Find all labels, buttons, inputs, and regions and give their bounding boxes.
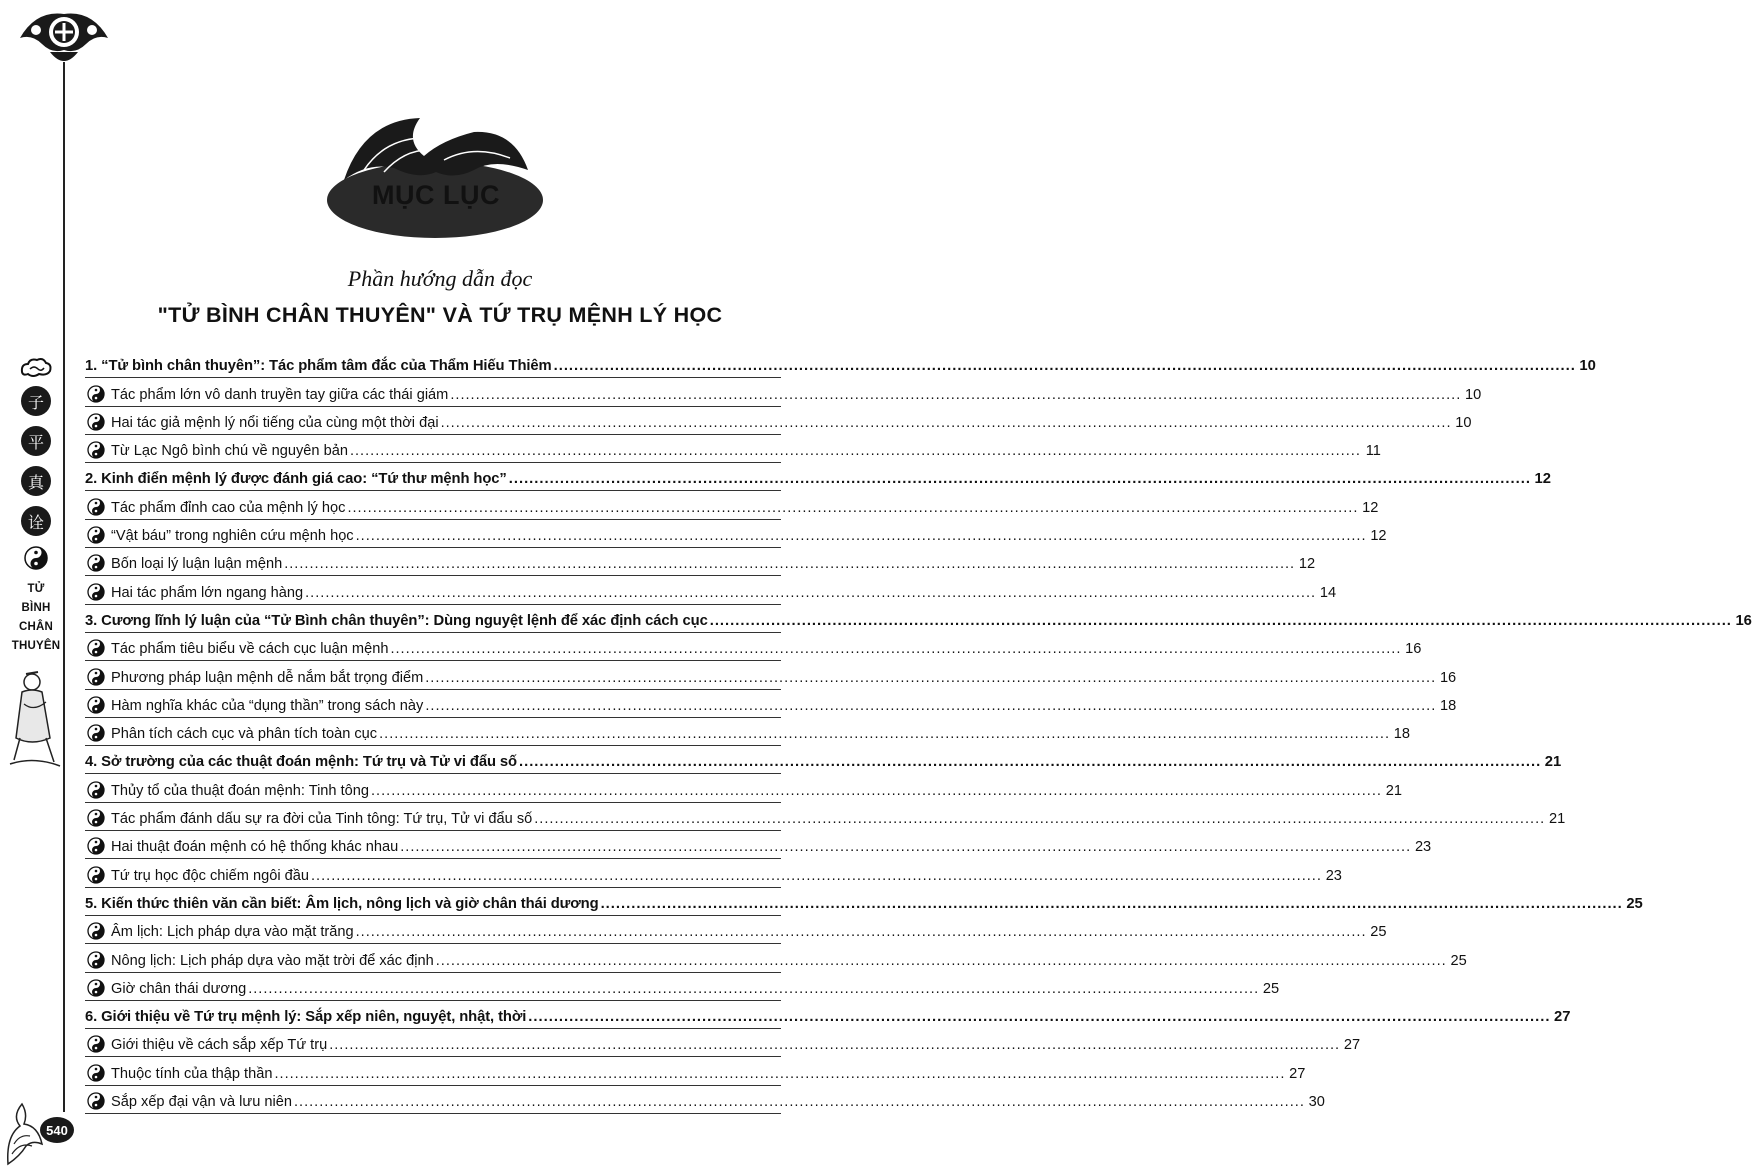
yin-yang-bullet-icon [87,837,105,855]
side-book-title [12,580,60,656]
toc-item-entry[interactable] [85,859,1342,887]
seal-char-1: 平 [21,426,51,456]
toc-entry-title: Hai thuật đoán mệnh có hệ thống khác nhau [111,839,399,856]
toc-item-entry[interactable] [85,803,1566,831]
yin-yang-bullet-icon [87,951,105,969]
toc-item-entry[interactable] [85,831,1432,859]
toc-entry-title: Hàm nghĩa khác của “dụng thần” trong sách này [111,697,424,714]
dot-leader: ........................................................................................................................................................................................................ [400,839,1412,856]
toc-item-entry[interactable] [85,661,1457,689]
toc-entry-page: 25 [1626,895,1643,912]
side-title-line: BÌNH [21,602,51,614]
dot-leader: ........................................................................................................................................................................................................ [355,528,1367,545]
toc-item-entry[interactable] [85,1029,1361,1057]
toc-entry-page: 27 [1554,1009,1571,1026]
toc-section-entry[interactable] [85,888,1643,916]
crane-emblem-icon [324,110,546,242]
yin-yang-bullet-icon [87,385,105,403]
toc-entry-page: 12 [1362,499,1379,516]
toc-entry-title: Bốn loại lý luận luận mệnh [111,556,283,573]
dot-leader: ........................................................................................................................................................................................................ [528,1009,1551,1026]
toc-item-entry[interactable] [85,576,1337,604]
dot-leader: ........................................................................................................................................................................................................ [355,924,1367,941]
yin-yang-icon [24,546,48,570]
toc-entry-title: Phân tích cách cục và phân tích toàn cục [111,726,378,743]
dot-leader: ........................................................................................................................................................................................................ [435,952,1447,969]
seal-char-0: 子 [21,386,51,416]
toc-entry-page: 11 [1365,443,1381,460]
dot-leader: ........................................................................................................................................................................................................ [371,782,1382,799]
yin-yang-bullet-icon [87,526,105,544]
yin-yang-bullet-icon [87,866,105,884]
toc-item-entry[interactable] [85,774,1402,802]
toc-entry-page: 23 [1325,867,1342,884]
toc-entry-title: Giới thiệu về cách sắp xếp Tứ trụ [111,1037,328,1054]
toc-entry-title: Sắp xếp đại vận và lưu niên [111,1094,292,1111]
side-title-line: TỬ [27,583,45,595]
toc-entry-title: Hai tác giả mệnh lý nổi tiếng của cùng một thời đại [111,414,439,431]
dot-leader: ........................................................................................................................................................................................................ [293,1094,1305,1111]
toc-item-entry[interactable] [85,378,1482,406]
sage-figure-icon [6,668,62,768]
toc-entry-page: 16 [1405,641,1422,658]
toc-item-entry[interactable] [85,1057,1306,1085]
dot-leader: ........................................................................................................................................................................................................ [248,980,1260,997]
toc-entry-title: Tác phẩm lớn vô danh truyền tay giữa các thái giám [111,386,449,403]
toc-entry-page: 27 [1289,1065,1306,1082]
dot-leader: ........................................................................................................................................................................................................ [347,499,1359,516]
seal-char-3: 诠 [21,506,51,536]
toc-item-entry[interactable] [85,407,1472,435]
yin-yang-bullet-icon [87,1035,105,1053]
toc-entry-title: 4. Sở trường của các thuật đoán mệnh: Tứ trụ và Tử vi đẩu số [85,754,517,771]
reading-guide-subtitle: Phần hướng dẫn đọc [347,266,533,291]
toc-section-entry[interactable] [85,605,1752,633]
side-title-line: CHÂN [18,621,54,633]
dot-leader: ........................................................................................................................................................................................................ [284,556,1296,573]
side-seal-column [11,356,61,656]
toc-item-entry[interactable] [85,973,1280,1001]
toc-section-entry[interactable] [85,746,1562,774]
toc-title: MỤC LỤC [372,180,500,210]
toc-entry-title: Tác phẩm đỉnh cao của mệnh lý học [111,499,346,516]
toc-item-entry[interactable] [85,1086,1325,1114]
yin-yang-bullet-icon [87,498,105,516]
dot-leader: ........................................................................................................................................................................................................ [425,697,1437,714]
toc-list [85,350,1752,1114]
toc-entry-title: 3. Cương lĩnh lý luận của “Tử Bình chân thuyên”: Dùng nguyệt lệnh để xác định cách cục [85,612,708,629]
toc-entry-title: 6. Giới thiệu về Tứ trụ mệnh lý: Sắp xếp niên, nguyệt, nhật, thời [85,1009,527,1026]
dot-leader: ........................................................................................................................................................................................................ [274,1065,1286,1082]
yin-yang-bullet-icon [87,809,105,827]
toc-entry-page: 21 [1544,754,1562,771]
toc-entry-title: Nông lịch: Lịch pháp dựa vào mặt trời để xác định [111,952,434,969]
toc-entry-page: 23 [1414,839,1432,856]
toc-entry-page: 25 [1370,924,1387,941]
toc-entry-title: “Vật báu” trong nghiên cứu mệnh học [111,528,354,545]
dot-leader: ........................................................................................................................................................................................................ [379,726,1391,743]
toc-entry-title: 5. Kiến thức thiên văn cần biết: Âm lịch, nông lịch và giờ chân thái dương [85,895,599,912]
dot-leader: ........................................................................................................................................................................................................ [553,358,1576,375]
toc-entry-page: 12 [1370,528,1387,545]
dot-leader: ........................................................................................................................................................................................................ [440,414,1452,431]
dot-leader: ........................................................................................................................................................................................................ [518,754,1542,771]
toc-entry-page: 21 [1548,811,1566,828]
toc-entry-title: Từ Lạc Ngô bình chú về nguyên bản [111,443,348,460]
toc-item-entry[interactable] [85,520,1387,548]
toc-entry-page: 16 [1439,669,1457,686]
cloud-ornament-icon [19,356,53,378]
toc-item-entry[interactable] [85,435,1381,463]
toc-entry-page: 12 [1534,471,1551,488]
dot-leader: ........................................................................................................................................................................................................ [709,612,1732,629]
top-ornament-icon [16,4,112,70]
dot-leader: ........................................................................................................................................................................................................ [349,443,1361,460]
toc-entry-page: 25 [1450,952,1467,969]
toc-entry-title: Tác phẩm đánh dấu sự ra đời của Tinh tông: Tứ trụ, Tử vi đẩu số [111,811,533,828]
toc-entry-title: Thủy tổ của thuật đoán mệnh: Tinh tông [111,782,369,799]
toc-entry-page: 10 [1465,386,1482,403]
toc-entry-title: Phương pháp luận mệnh dễ nắm bắt trọng điểm [111,669,424,686]
seal-char-2: 真 [21,466,51,496]
toc-entry-page: 14 [1319,584,1337,601]
yin-yang-bullet-icon [87,441,105,459]
toc-item-entry[interactable] [85,633,1422,661]
toc-entry-page: 18 [1440,697,1457,714]
toc-entry-title: Hai tác phẩm lớn ngang hàng [111,584,304,601]
toc-entry-title: Tác phẩm tiêu biểu về cách cục luận mệnh [111,641,389,658]
dot-leader: ........................................................................................................................................................................................................ [450,386,1462,403]
side-title-line: THUYÊN [11,640,61,652]
dot-leader: ........................................................................................................................................................................................................ [310,867,1322,884]
yin-yang-bullet-icon [87,781,105,799]
yin-yang-bullet-icon [87,554,105,572]
book-heading: "TỬ BÌNH CHÂN THUYÊN" VÀ TỨ TRỤ MỆNH LÝ HỌC [157,303,723,327]
yin-yang-bullet-icon [87,639,105,657]
toc-entry-page: 30 [1308,1094,1325,1111]
yin-yang-bullet-icon [87,413,105,431]
dot-leader: ........................................................................................................................................................................................................ [508,471,1531,488]
yin-yang-bullet-icon [87,922,105,940]
toc-entry-title: Tứ trụ học độc chiếm ngôi đầu [111,867,309,884]
yin-yang-bullet-icon [87,696,105,714]
margin-rule [63,62,65,1112]
toc-entry-page: 10 [1455,414,1472,431]
yin-yang-bullet-icon [87,1064,105,1082]
dot-leader: ........................................................................................................................................................................................................ [425,669,1437,686]
toc-entry-title: Giờ chân thái dương [111,980,247,997]
yin-yang-bullet-icon [87,668,105,686]
toc-entry-page: 21 [1385,782,1402,799]
toc-item-entry[interactable] [85,548,1316,576]
yin-yang-bullet-icon [87,583,105,601]
dot-leader: ........................................................................................................................................................................................................ [534,811,1546,828]
dot-leader: ........................................................................................................................................................................................................ [329,1037,1341,1054]
toc-entry-page: 18 [1393,726,1411,743]
toc-entry-page: 10 [1579,358,1596,375]
toc-section-entry[interactable] [85,463,1551,491]
toc-item-entry[interactable] [85,718,1411,746]
yin-yang-bullet-icon [87,724,105,742]
toc-entry-page: 27 [1343,1037,1361,1054]
toc-item-entry[interactable] [85,944,1467,972]
toc-item-entry[interactable] [85,916,1387,944]
toc-entry-title: 2. Kinh điển mệnh lý được đánh giá cao: “Tứ thư mệnh học” [85,471,507,488]
toc-item-entry[interactable] [85,690,1457,718]
toc-entry-page: 16 [1735,612,1752,629]
toc-item-entry[interactable] [85,491,1379,519]
dot-leader: ........................................................................................................................................................................................................ [305,584,1317,601]
page-number: 540 [40,1117,74,1143]
yin-yang-bullet-icon [87,1092,105,1110]
toc-entry-title: Âm lịch: Lịch pháp dựa vào mặt trăng [111,924,354,941]
toc-section-entry[interactable] [85,1001,1571,1029]
toc-entry-page: 25 [1262,980,1280,997]
toc-section-entry[interactable] [85,350,1596,378]
yin-yang-bullet-icon [87,979,105,997]
toc-entry-page: 12 [1298,556,1316,573]
dot-leader: ........................................................................................................................................................................................................ [600,895,1623,912]
toc-entry-title: 1. “Tử bình chân thuyên”: Tác phẩm tâm đắc của Thẩm Hiếu Thiêm [85,358,552,375]
dot-leader: ........................................................................................................................................................................................................ [390,641,1402,658]
toc-entry-title: Thuộc tính của thập thần [111,1065,273,1082]
